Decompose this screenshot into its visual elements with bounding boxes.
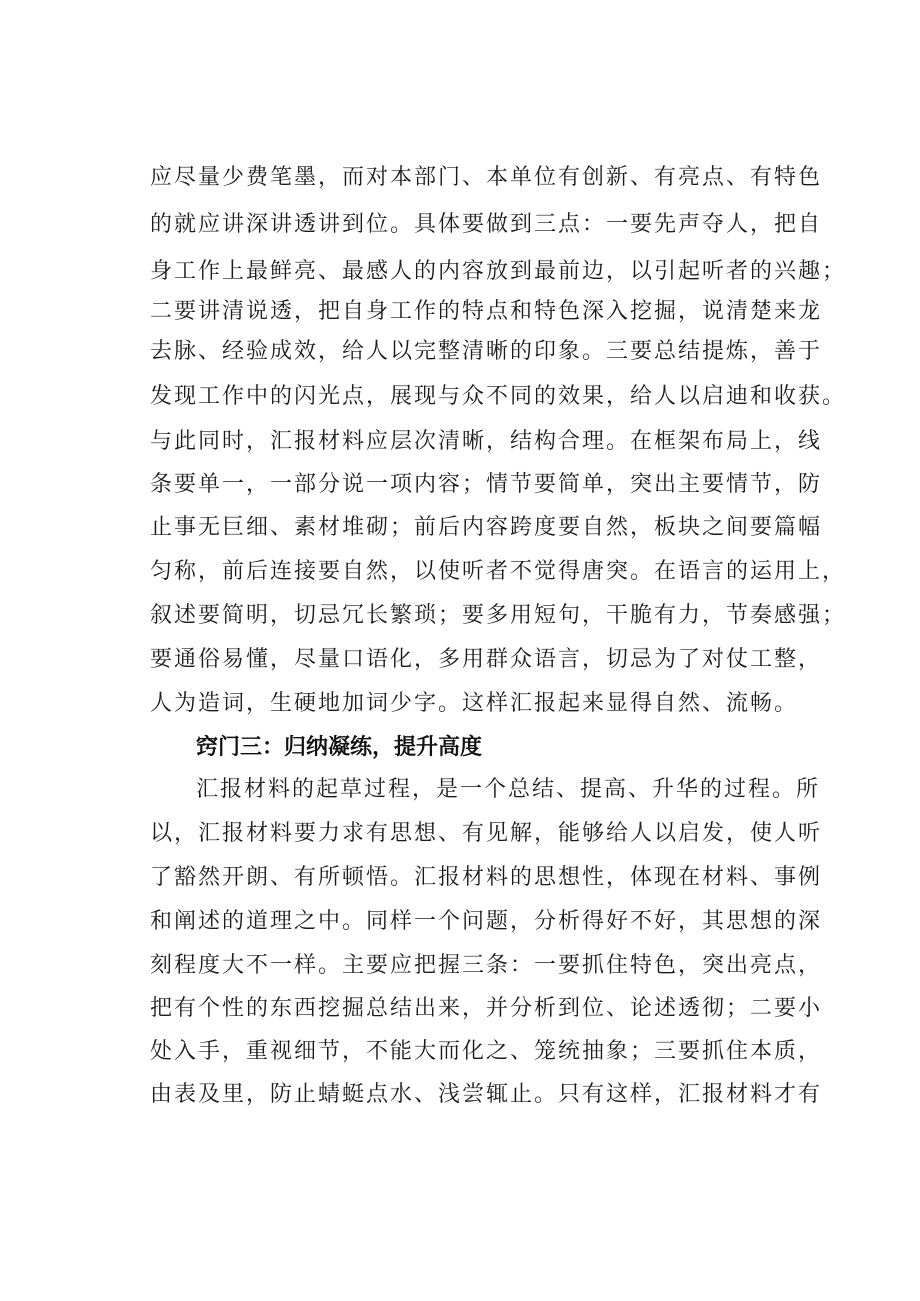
paragraph-line: 止事无巨细、素材堆砌；前后内容跨度要自然，板块之间要篇幅 bbox=[150, 515, 823, 540]
paragraph-line: 和阐述的道理之中。同样一个问题，分析得好不好，其思想的深 bbox=[150, 909, 823, 934]
paragraph-line: 匀称，前后连接要自然，以使听者不觉得唐突。在语言的运用上， bbox=[150, 559, 847, 584]
paragraph-line: 把有个性的东西挖掘总结出来，并分析到位、论述透彻；二要小 bbox=[150, 996, 823, 1021]
paragraph-line: 发现工作中的闪光点，展现与众不同的效果，给人以启迪和收获。 bbox=[150, 384, 847, 409]
paragraph-line: 身工作上最鲜亮、最感人的内容放到最前边，以引起听者的兴趣； bbox=[150, 259, 847, 284]
paragraph-line: 要通俗易懂，尽量口语化，多用群众语言，切忌为了对仗工整， bbox=[150, 647, 823, 672]
paragraph-line: 由表及里，防止蜻蜓点水、浅尝辄止。只有这样，汇报材料才有 bbox=[150, 1082, 823, 1107]
paragraph-line: 应尽量少费笔墨，而对本部门、本单位有创新、有亮点、有特色 bbox=[150, 165, 823, 190]
paragraph-line: 叙述要简明，切忌冗长繁琐；要多用短句，干脆有力，节奏感强； bbox=[150, 603, 847, 628]
paragraph-line: 处入手，重视细节，不能大而化之、笼统抽象；三要抓住本质， bbox=[150, 1039, 823, 1064]
paragraph-line: 以，汇报材料要力求有思想、有见解，能够给人以启发，使人听 bbox=[150, 821, 823, 846]
paragraph-line: 二要讲清说透，把自身工作的特点和特色深入挖掘，说清楚来龙 bbox=[150, 299, 823, 324]
paragraph-line: 汇报材料的起草过程，是一个总结、提高、升华的过程。所 bbox=[196, 777, 821, 802]
section-heading: 窍门三：归纳凝练，提升高度 bbox=[196, 735, 483, 760]
paragraph-line: 人为造词，生硬地加词少字。这样汇报起来显得自然、流畅。 bbox=[150, 691, 799, 716]
paragraph-line: 的就应讲深讲透讲到位。具体要做到三点：一要先声夺人，把自 bbox=[150, 212, 823, 237]
paragraph-line: 去脉、经验成效，给人以完整清晰的印象。三要总结提炼，善于 bbox=[150, 339, 823, 364]
paragraph-line: 与此同时，汇报材料应层次清晰，结构合理。在框架布局上，线 bbox=[150, 429, 823, 454]
paragraph-line: 了豁然开朗、有所顿悟。汇报材料的思想性，体现在材料、事例 bbox=[150, 865, 823, 890]
paragraph-line: 刻程度大不一样。主要应把握三条：一要抓住特色，突出亮点， bbox=[150, 953, 823, 978]
paragraph-line: 条要单一，一部分说一项内容；情节要简单，突出主要情节，防 bbox=[150, 472, 823, 497]
